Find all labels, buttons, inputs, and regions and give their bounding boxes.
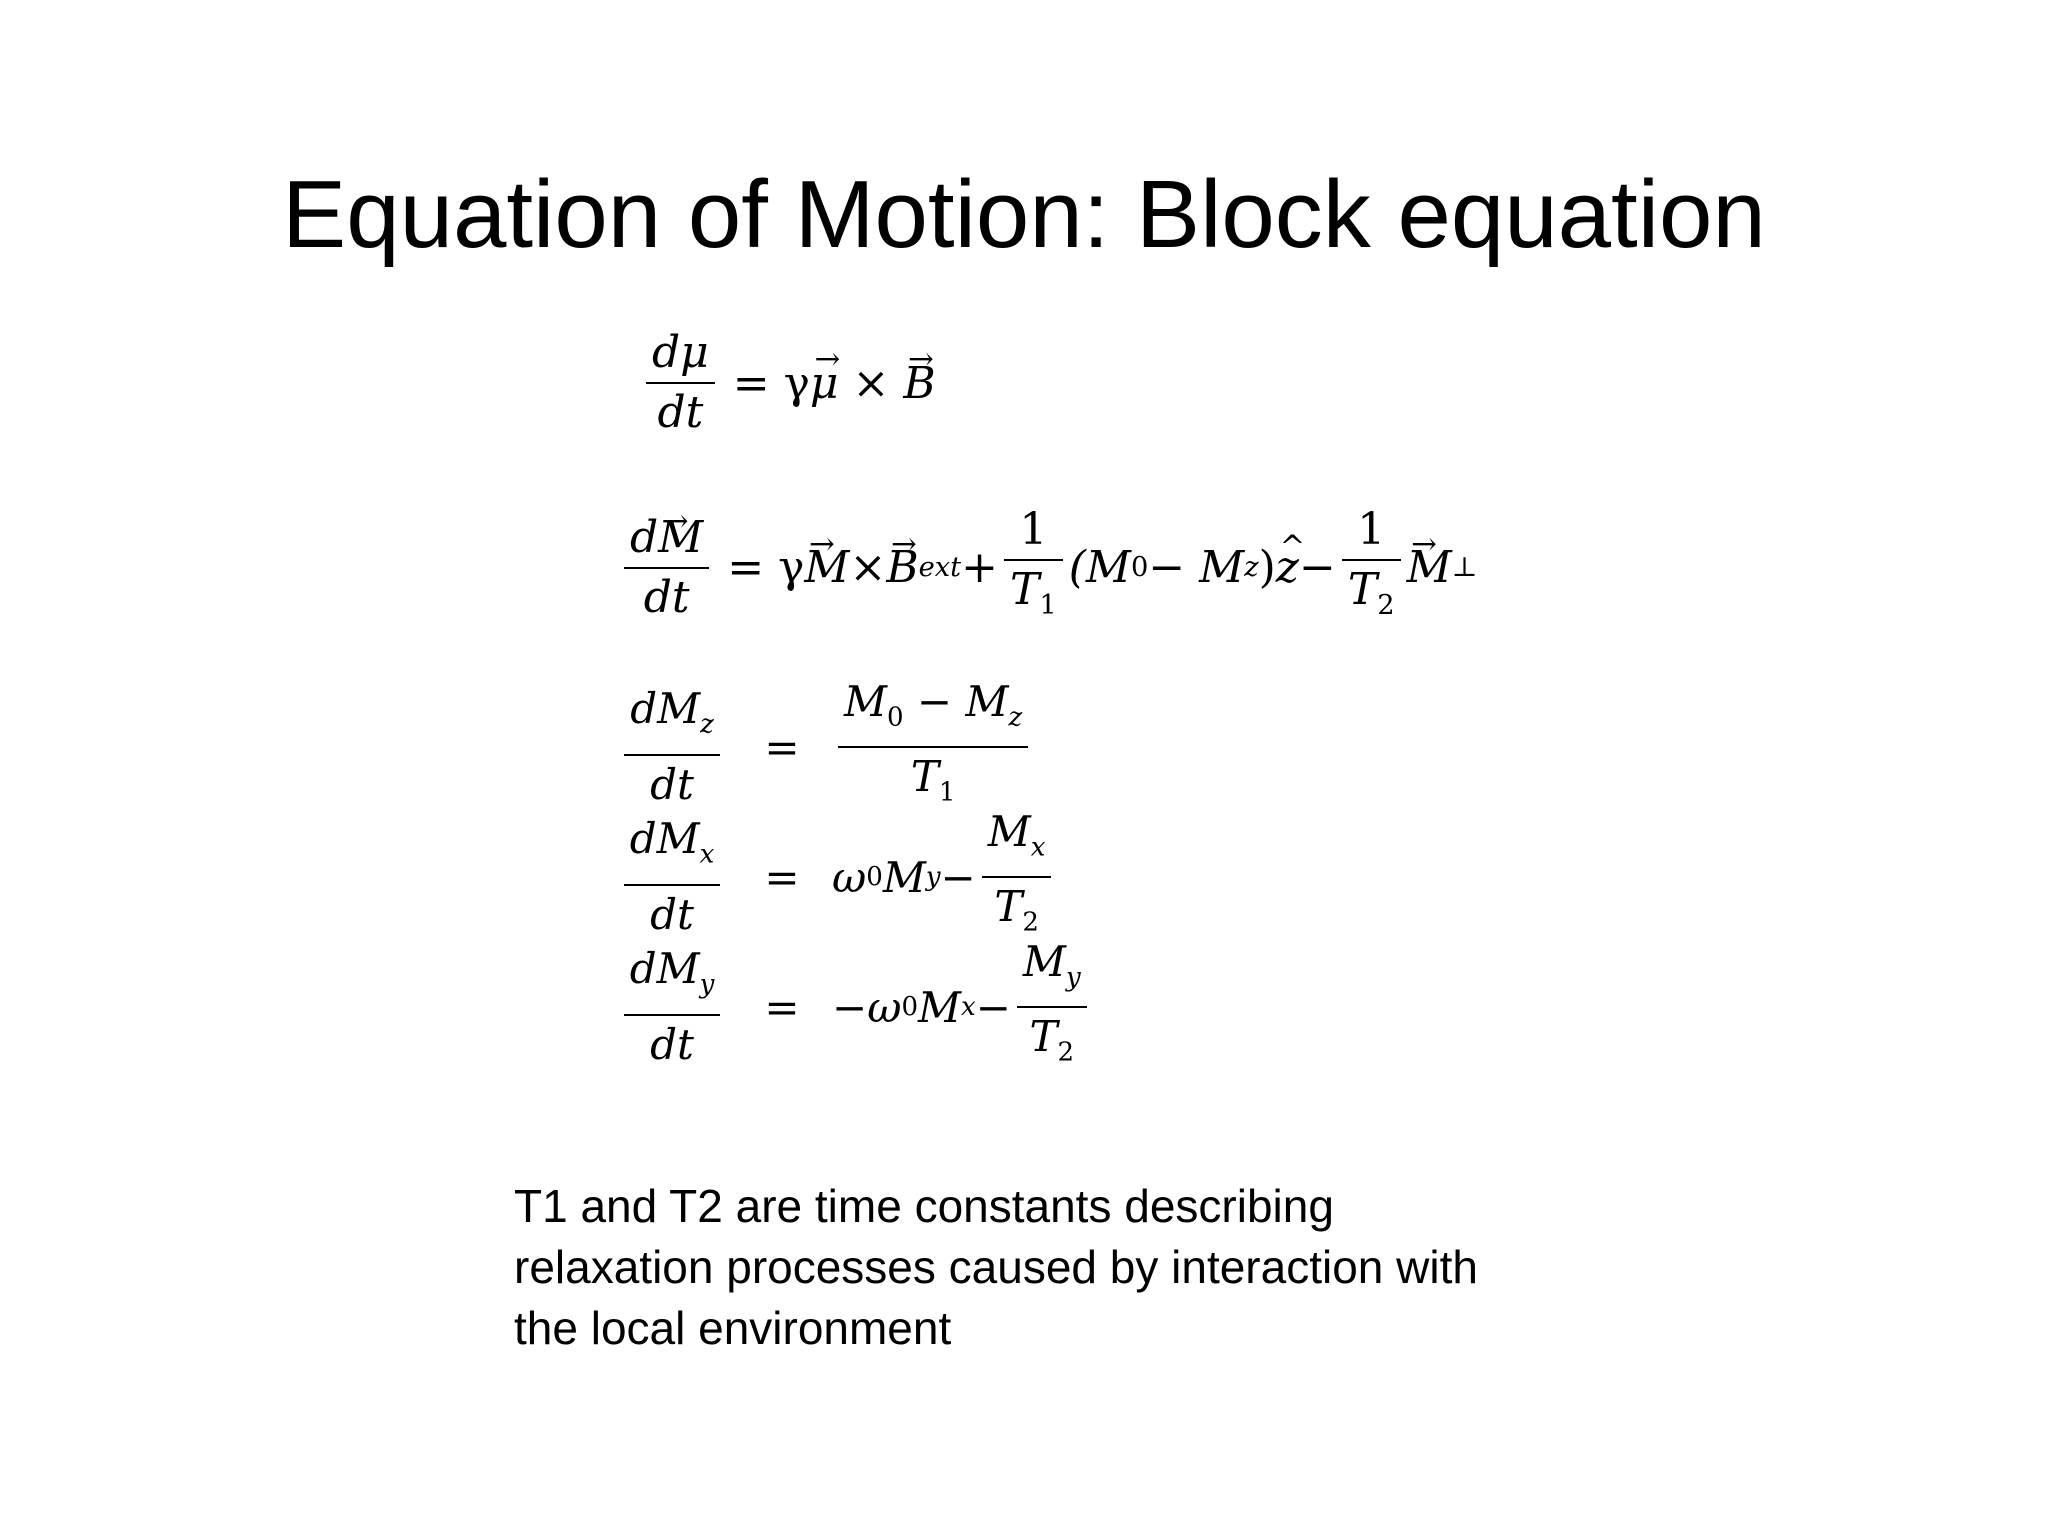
subscript-ext: ext [918,552,962,584]
t-symbol: T [1029,1012,1058,1061]
minus-operator: − [975,982,1011,1032]
paren-close: ) [1258,542,1276,594]
fraction-dm-dt [624,509,709,627]
neg-omega-symbol: −ω [832,982,902,1032]
fraction-denominator: dt [650,759,694,809]
fraction-one-over-t1 [1004,501,1063,635]
slide-title: Equation of Motion: Block equation [282,161,1766,268]
equals-sign: = [764,722,800,772]
paren-open-m: (M [1068,542,1131,594]
fraction-numerator [1017,933,1087,1006]
subscript-x: x [961,992,976,1022]
subscript-2: 2 [1377,589,1395,621]
subscript-2: 2 [1022,907,1039,938]
subscript-x: x [699,839,715,870]
fraction-numerator [624,810,721,883]
equation-dmx-dt [612,806,1057,942]
minus-m: − M [1148,542,1245,594]
lhs [612,810,732,943]
equation-rhs [721,358,936,409]
m-symbol: M [918,982,962,1032]
fraction-numerator [624,940,721,1013]
plus-operator: + [961,542,999,594]
subscript-y: y [925,862,941,892]
rhs [832,933,1093,1082]
fraction-m0-mz-over-t1 [838,673,1028,822]
equation-dmy-dt [612,936,1093,1072]
equation-system-components [612,676,1312,1082]
fraction-my-over-t2 [1017,933,1087,1082]
body-text [514,1176,1714,1359]
subscript-z: z [1008,702,1023,732]
vector-mu: → μ [810,358,839,409]
lhs [612,680,732,813]
fraction-denominator [1342,561,1401,635]
body-line-1: T1 and T2 are time constants describing [514,1180,1334,1232]
subscript-z: z [1244,552,1259,584]
omega-symbol: ω [832,852,867,902]
equals-gamma: = γ [732,357,810,409]
fraction-numerator: 1 [1019,504,1048,556]
body-line-2: relaxation processes caused by interaction with [514,1241,1478,1293]
fraction-one-over-t2 [1342,501,1401,635]
body-line-3: the local environment [514,1302,952,1354]
subscript-0: 0 [901,992,919,1022]
vector-m: → M [804,542,849,593]
t-symbol: T [910,752,939,801]
vector-m: → M [658,509,703,567]
equation-bloch-vector [618,498,1477,638]
fraction-denominator: dt [657,387,704,438]
equation-magnetic-moment [640,318,936,448]
m-symbol: M [1022,936,1066,986]
t-symbol: T [1010,564,1040,616]
equation-rhs [715,501,1477,635]
fraction-denominator [1004,561,1063,635]
fraction-mx-over-t2 [982,803,1052,952]
fraction-numerator [624,680,720,753]
fraction-dmx-dt [624,810,721,943]
equation-dmz-dt [612,676,1034,812]
subscript-y: y [1065,962,1081,992]
subscript-z: z [700,709,714,740]
subscript-0: 0 [866,862,883,892]
t-symbol: T [1347,564,1378,616]
cross-operator: × [849,542,887,594]
equals-gamma: = γ [727,542,805,594]
fraction-numerator: 1 [1357,504,1386,556]
fraction-numerator [838,673,1028,746]
cross-operator: × [838,357,904,409]
fraction-numerator [982,803,1052,876]
subscript-2: 2 [1057,1037,1075,1068]
minus-operator: − [1298,542,1336,594]
fraction-dmz-dt [624,680,720,813]
t-symbol: T [994,882,1023,931]
numerator-text: dμ [652,327,709,378]
unit-vector-z: ^ z [1276,542,1299,593]
rhs [832,803,1057,952]
fraction-denominator: dt [643,572,690,623]
subscript-1: 1 [938,777,956,808]
minus-m: − M [903,676,1009,726]
subscript-y: y [699,969,715,1000]
fraction-denominator: dt [650,889,694,939]
dm-symbol: dM [630,684,701,734]
fraction-denominator: dt [650,1019,694,1069]
subscript-0: 0 [1130,552,1149,584]
vector-b-ext: → B [886,542,918,593]
lhs [612,940,732,1073]
subscript-0: 0 [887,702,904,732]
rhs [832,673,1034,822]
dm-symbol: dM [629,944,700,994]
d-symbol: d [630,512,659,563]
vector-b: → B [903,358,935,409]
m-symbol: M [844,676,888,726]
fraction-denominator [1024,1008,1081,1081]
dm-symbol: dM [629,814,700,864]
fraction-dmy-dt [624,940,721,1073]
subscript-perp: ⊥ [1451,552,1478,584]
equals-sign: = [764,852,800,902]
fraction-numerator [624,509,709,567]
subscript-x: x [1030,832,1046,862]
vector-m-perp: → M [1407,542,1452,593]
equals-sign: = [764,982,800,1032]
m-symbol: M [987,806,1031,856]
m-symbol: M [882,852,926,902]
minus-operator: − [940,852,976,902]
fraction-numerator [646,324,715,382]
subscript-1: 1 [1039,589,1057,621]
fraction-dmu-dt [646,324,715,442]
